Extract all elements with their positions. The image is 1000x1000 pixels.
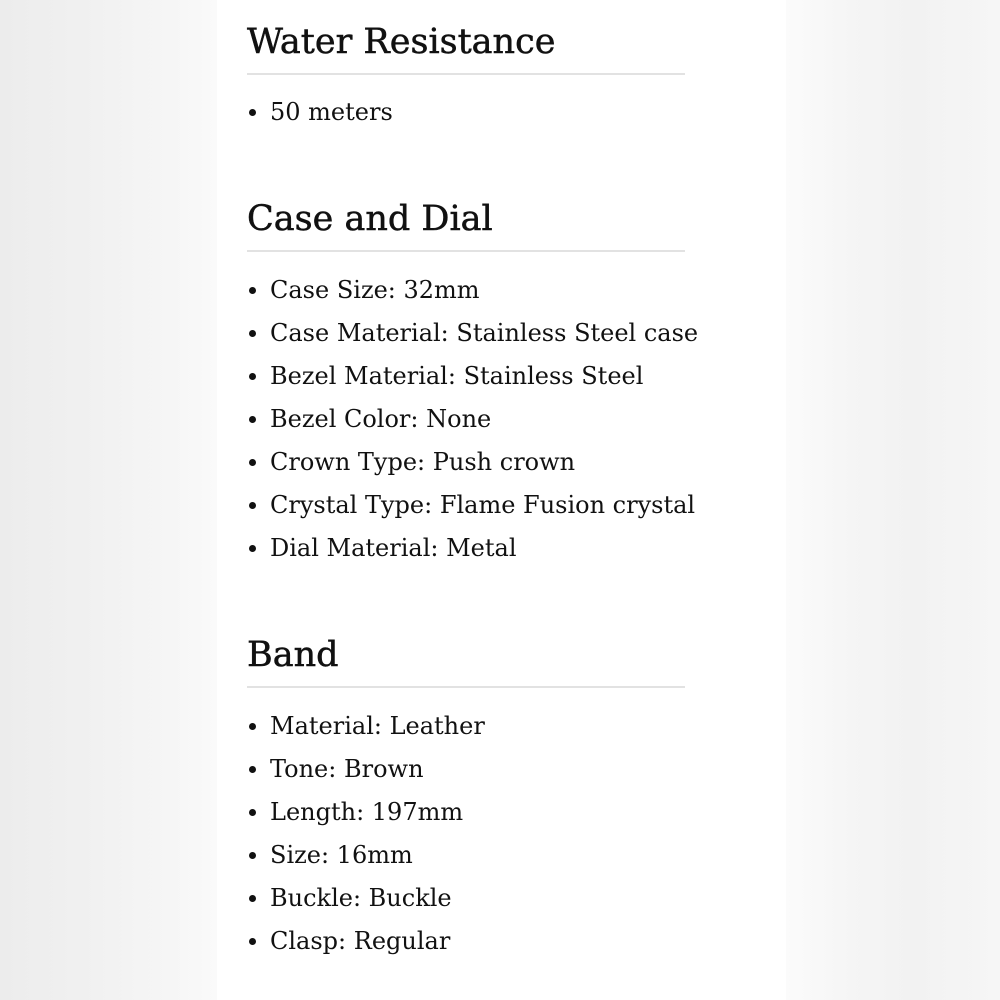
spec-text: Bezel Material: Stainless Steel xyxy=(270,362,644,390)
list-item xyxy=(247,398,687,441)
bullet-icon xyxy=(249,416,256,423)
spec-text: Case Material: Stainless Steel case xyxy=(270,319,699,347)
case-and-dial-list xyxy=(247,269,699,570)
list-item xyxy=(247,269,687,312)
list-item xyxy=(247,705,687,748)
list-item xyxy=(247,312,699,355)
bullet-icon xyxy=(249,330,256,337)
list-item xyxy=(247,877,687,920)
spec-text: Length: 197mm xyxy=(270,798,464,826)
spec-text: Buckle: Buckle xyxy=(270,884,452,912)
spec-text: Crown Type: Push crown xyxy=(270,448,576,476)
list-item xyxy=(247,748,687,791)
spec-text: Clasp: Regular xyxy=(270,927,451,955)
bullet-icon xyxy=(249,545,256,552)
product-specs-panel xyxy=(217,0,786,1000)
bullet-icon xyxy=(249,895,256,902)
band-section xyxy=(247,633,687,963)
section-title-case-and-dial: Case and Dial xyxy=(247,199,493,239)
list-item xyxy=(247,920,687,963)
section-title-band: Band xyxy=(247,635,339,675)
section-divider xyxy=(247,73,685,75)
spec-text: Material: Leather xyxy=(270,712,485,740)
right-background xyxy=(786,0,1000,1000)
spec-text: Case Size: 32mm xyxy=(270,276,480,304)
case-and-dial-section xyxy=(247,197,699,570)
water-resistance-list xyxy=(247,91,687,134)
spec-text: Size: 16mm xyxy=(270,841,413,869)
list-item xyxy=(247,355,687,398)
bullet-icon xyxy=(249,502,256,509)
bullet-icon xyxy=(249,109,256,116)
band-list xyxy=(247,705,687,963)
section-divider xyxy=(247,686,685,688)
list-item xyxy=(247,527,687,570)
bullet-icon xyxy=(249,287,256,294)
bullet-icon xyxy=(249,723,256,730)
list-item xyxy=(247,91,687,134)
list-item xyxy=(247,791,687,834)
section-title-water-resistance: Water Resistance xyxy=(247,22,556,62)
list-item xyxy=(247,484,696,527)
bullet-icon xyxy=(249,852,256,859)
spec-text: Bezel Color: None xyxy=(270,405,492,433)
bullet-icon xyxy=(249,766,256,773)
spec-text: Crystal Type: Flame Fusion crystal xyxy=(270,491,696,519)
water-resistance-section xyxy=(247,20,687,134)
bullet-icon xyxy=(249,809,256,816)
section-divider xyxy=(247,250,685,252)
bullet-icon xyxy=(249,459,256,466)
spec-text: Dial Material: Metal xyxy=(270,534,517,562)
list-item xyxy=(247,441,687,484)
bullet-icon xyxy=(249,373,256,380)
left-background xyxy=(0,0,217,1000)
spec-text: 50 meters xyxy=(270,98,393,126)
spec-text: Tone: Brown xyxy=(270,755,424,783)
bullet-icon xyxy=(249,938,256,945)
list-item xyxy=(247,834,687,877)
